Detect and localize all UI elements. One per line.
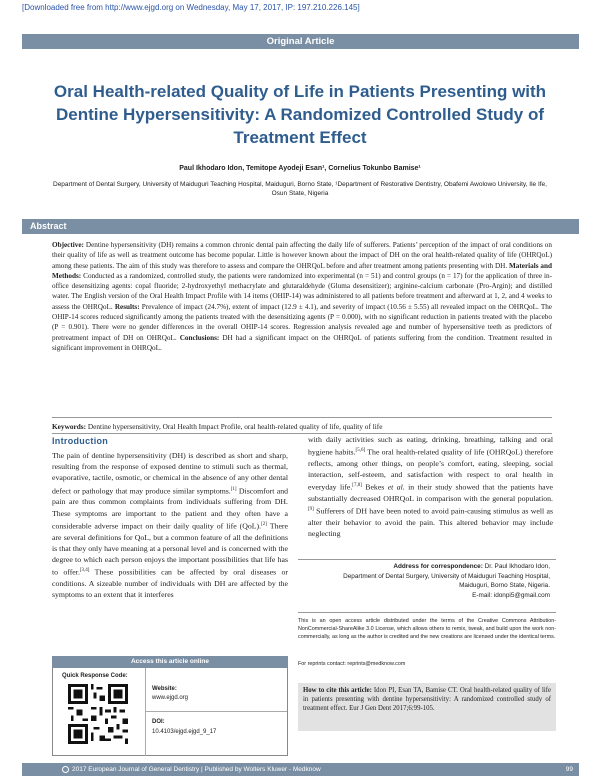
- results-text: Prevalence of impact (24.7%), extent of impact (12.9 ± 4.1), and severity of impact (10.56 ± 5.55) all revealed impact on the OHRQoL. The OHIP-14 scores reduced significantly among the patients treated with the desensitizing agents (P = 0.000), with no significant reduction in patients treated with the placebo (P = 0.901). There were no gender differences in the overall OHIP-14 scores. Regression analysis revealed age and number of hypersensitive teeth as predictors of pretreatment impact of DH on OHRQoL.: [52, 302, 552, 342]
- access-box-header: Access this article online: [52, 656, 288, 668]
- methods-label: Materials and Methods:: [52, 261, 553, 280]
- abstract-heading: Abstract: [22, 219, 579, 234]
- correspondence-line: Department of Dental Surgery, University of Maiduguri Teaching Hospital,: [343, 572, 550, 580]
- paragraph-segment: with daily activities such as eating, drinking, breathing, talking and oral hygiene habits.: [308, 435, 553, 457]
- keywords: [52, 422, 552, 431]
- divider: [52, 417, 552, 418]
- keywords-label: Keywords:: [52, 422, 87, 431]
- paragraph-segment: The oral health-related quality of life (OHRQoL) therefore reflects, among other things, on people’s comfort, eating, sleeping, social interaction, self-esteem, and satisfaction with respect to oral health in everyday life.: [308, 447, 553, 492]
- footer-bar: [22, 763, 579, 776]
- doi-label: DOI:: [152, 719, 165, 725]
- left-column-text: [52, 450, 288, 600]
- section-label: Original Article: [22, 34, 579, 49]
- paragraph-segment: The pain of dentine hypersensitivity (DH) is described as short and sharp, resulting from the response of exposed dentine to stimuli such as thermal, evaporative, tactile, osmotic, or chemical in the absence of any other dental defect or pathology that may produce similar symptoms.: [52, 451, 288, 496]
- correspondence-label: Address for correspondence:: [393, 563, 483, 570]
- paragraph-segment: et al.: [387, 483, 405, 492]
- footer-text: 2017 European Journal of General Dentistry | Published by Wolters Kluwer - Medknow: [72, 766, 321, 773]
- correspondence-line: Maiduguri, Borno State, Nigeria.: [459, 582, 550, 589]
- intro-heading: Introduction: [52, 436, 109, 446]
- results-label: Results:: [112, 302, 140, 311]
- correspondence: [300, 562, 550, 600]
- conclusions-label: Conclusions:: [176, 333, 220, 342]
- how-to-cite: [298, 683, 556, 731]
- paragraph-segment: in their study showed that the patients have substantially decreased OHRQoL in comparison with the general population.: [308, 483, 554, 504]
- reference-link[interactable]: [3,4]: [79, 568, 90, 574]
- reference-link[interactable]: [1]: [230, 486, 237, 492]
- divider: [145, 668, 146, 756]
- correspondence-name: Dr. Paul Ikhodaro Idon,: [482, 563, 550, 570]
- objective-label: Objective:: [52, 241, 84, 249]
- website-link[interactable]: www.ejgd.org: [152, 695, 189, 701]
- divider: [298, 559, 556, 560]
- qr-code-icon[interactable]: [68, 684, 128, 744]
- paragraph-segment: There are several definitions for QoL, but a common feature of all the definitions is that they only have meaning at a personal level and is concerned with the degree to which each person enjoys the important possibilities that life has to offer.: [52, 521, 288, 577]
- doi-link[interactable]: 10.4103/ejgd.ejgd_9_17: [152, 729, 217, 735]
- divider: [298, 612, 556, 613]
- reference-link[interactable]: [9]: [308, 507, 314, 513]
- methods-text: Conducted as a randomized, controlled study, the patients were randomized into experimental (n = 51) and control groups (n = 17) for the application of three in-office desensitizing agents: copal fluoride; 2-hydroxyethyl methacrylate and glutaraldehyde (Gluma desensitizer); arginine-calcium carbonate (Pro-Argin); and distilled water. The English version of the Oral Health Impact Profile with 14 items (OHIP-14) was administered to all patients before treatment and afterward at 1, 2, and 4 weeks to assess the OHRQoL.: [52, 271, 552, 311]
- keywords-text: Dentine hypersensitivity, Oral Health Impact Profile, oral health-related quality of life, quality of life: [86, 422, 383, 431]
- download-note[interactable]: [Downloaded free from http://www.ejgd.org on Wednesday, May 17, 2017, IP: 197.210.226.145]: [22, 3, 360, 12]
- divider: [146, 711, 287, 712]
- page-number: 99: [565, 766, 573, 773]
- license-text: This is an open access article distributed under the terms of the Creative Commons Attribution-NonCommercial-ShareAlike 3.0 License, which allows others to remix, tweak, and build upon the work non-commercially, as long as the author is credited and the new creations are licensed under the identical terms.: [298, 618, 556, 640]
- reference-link[interactable]: [5,6]: [355, 448, 366, 454]
- right-column-text: [308, 434, 553, 540]
- reference-link[interactable]: [7,8]: [352, 483, 362, 489]
- website-label: Website:: [152, 686, 177, 692]
- affiliation: Department of Dental Surgery, University of Maiduguri Teaching Hospital, Maiduguri, Borno State, ¹Department of Restorative Dentistry, Obafemi Awolowo University, Ile Ife, Osun State, Nigeria: [53, 181, 547, 197]
- authors: Paul Ikhodaro Idon, Temitope Ayodeji Esan¹, Cornelius Tokunbo Bamise¹: [179, 165, 421, 172]
- cite-text: Idon PI, Esan TA, Bamise CT. Oral health-related quality of life in patients presenting with dentine hypersensitivity: A randomized controlled study of treatment effect. Eur J Gen Dent 2017;6:99-105.: [303, 687, 551, 713]
- paragraph-segment: These possibilities can be affected by oral diseases or conditions. A sizeable number of individuals with DH are affected by the symptoms to an extent that it interferes: [52, 567, 288, 600]
- reprints-contact[interactable]: For reprints contact: reprints@medknow.com: [298, 661, 406, 667]
- reference-link[interactable]: [2]: [261, 521, 267, 527]
- cite-label: How to cite this article:: [303, 687, 372, 694]
- abstract-body: [52, 240, 552, 353]
- qr-label: Quick Response Code:: [62, 673, 128, 679]
- paragraph-segment: Bekes: [361, 483, 388, 492]
- article-title: Oral Health-related Quality of Life in Patients Presenting with Dentine Hypersensitivity: A Randomized Controlled Study of Treatment Effect: [53, 82, 547, 147]
- paragraph-segment: Discomfort and pain are thus common complaints from individuals suffering from DH. These symptoms are important to the patient and they often have a considerable adverse impact on their daily quality of life (QoL).: [52, 486, 288, 531]
- conclusions-text: DH had a significant impact on the OHRQoL of patients suffering from the condition. Treatment resulted in significant improvement in OHRQoL.: [52, 333, 553, 352]
- correspondence-email[interactable]: E-mail: idonpi5@gmail.com: [472, 591, 550, 599]
- copyright-icon: [62, 766, 69, 773]
- objective-text: Dentine hypersensitivity (DH) remains a common chronic dental pain affecting the daily life of sufferers. Patients’ perception of the impact of oral conditions on their quality of life as well as treatment outcome has become popular. Little is however known about the impact of DH on the oral health-related quality of life (OHRQoL) among these patients. The aim of this study was therefore to assess and compare the OHRQoL before and after treatment among patients presenting with DH.: [52, 241, 552, 270]
- paragraph-segment: Sufferers of DH have been noted to avoid pain-causing stimulus as well as alter their behavior to avoid the pain. This altered behavior may include neglecting: [308, 507, 553, 539]
